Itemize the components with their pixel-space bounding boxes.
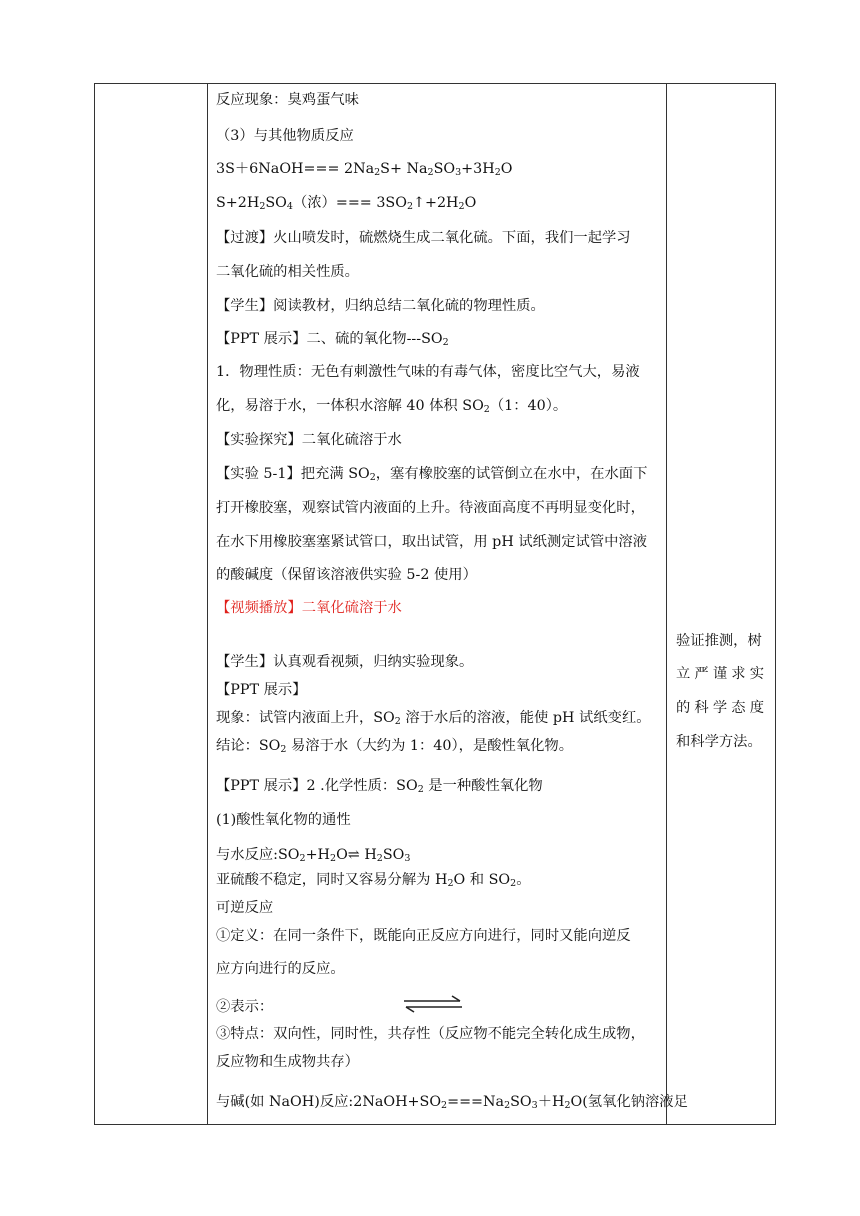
- content-line: 化，易溶于水，一体积水溶解 40 体积 $SO_2(1$：40）。: [216, 398, 568, 415]
- reversible-arrows-icon: [402, 994, 464, 1014]
- content-line: 【学生】认真观看视频，归纳实验现象。: [216, 654, 474, 670]
- table-divider-1: [207, 84, 208, 1124]
- purpose-line: 和科学方法。: [676, 734, 762, 750]
- content-line: 应方向进行的反应。: [216, 961, 345, 977]
- content-line: 在水下用橡胶塞塞紧试管口，取出试管，用 pH 试纸测定试管中溶液: [216, 534, 648, 550]
- equation-line: 与碱(如 NaOH)反应$:2NaOH+SO_2===Na_2SO_3+H_2O$(氢氧化钠溶液足: [216, 1094, 688, 1111]
- content-line: 反应现象：臭鸡蛋气味: [216, 92, 359, 108]
- equation-line: 3S＋6NaOH=== $2Na_2S+ Na_2SO_3+3H_2O$: [216, 161, 513, 178]
- purpose-line: 验证推测，树: [676, 633, 762, 649]
- content-line: 反应物和生成物共存）: [216, 1054, 359, 1070]
- purpose-line: 立严谨求实: [676, 666, 764, 682]
- content-line: 可逆反应: [216, 900, 274, 916]
- table-divider-2: [666, 84, 667, 1124]
- content-line: 【过渡】火山喷发时，硫燃烧生成二氧化硫。下面，我们一起学习: [216, 230, 631, 246]
- content-line: ①定义：在同一条件下，既能向正反应方向进行，同时又能向逆反: [216, 928, 631, 944]
- content-line: 二氧化硫的相关性质。: [216, 264, 359, 280]
- content-line: 结论：$SO_2$ 易溶于水（大约为 1：40），是酸性氧化物。: [216, 738, 574, 755]
- content-line: (1)酸性氧化物的通性: [216, 812, 351, 828]
- table-border-right: [775, 84, 776, 1124]
- content-line: 【PPT 展示】2 .化学性质：$SO_2$ 是一种酸性氧化物: [216, 778, 543, 795]
- content-line: 【PPT 展示】二、硫的氧化物$---SO_2$: [216, 331, 449, 348]
- content-line: 【实验 5-1】把充满 $SO_2$，塞有橡胶塞的试管倒立在水中，在水面下: [216, 466, 648, 483]
- content-line: （3）与其他物质反应: [216, 128, 354, 144]
- content-line: 打开橡胶塞，观察试管内液面的上升。待液面高度不再明显变化时，: [216, 500, 645, 516]
- content-line: ③特点：双向性，同时性，共存性（反应物不能完全转化成生成物，: [216, 1026, 645, 1042]
- content-line: 现象：试管内液面上升，$SO_2$ 溶于水后的溶液，能使 pH 试纸变红。: [216, 710, 651, 727]
- video-heading: 【视频播放】二氧化硫溶于水: [216, 600, 402, 616]
- content-line: 的酸碱度（保留该溶液供实验 5-2 使用）: [216, 567, 477, 583]
- table-border-left: [94, 84, 95, 1124]
- content-line: ②表示：: [216, 999, 274, 1015]
- purpose-line: 的科学态度: [676, 700, 764, 716]
- content-line: 亚硫酸不稳定，同时又容易分解为 $H_2O$ 和 $SO_2$。: [216, 872, 531, 889]
- content-line: 【学生】阅读教材，归纳总结二氧化硫的物理性质。: [216, 298, 545, 314]
- content-line: 【PPT 展示】: [216, 682, 307, 698]
- lesson-table: [94, 83, 776, 1125]
- content-line: 【实验探究】二氧化硫溶于水: [216, 432, 402, 448]
- content-line: 1．物理性质：无色有刺激性气味的有毒气体，密度比空气大，易液: [216, 364, 640, 380]
- equation-line: $S+2H_2SO_4$（浓）=== $3SO_2↑+2H_2O$: [216, 195, 477, 212]
- equation-line: 与水反应$:SO_2+H_2O\rightleftharpoons$ $H_2SO_3$: [216, 847, 411, 864]
